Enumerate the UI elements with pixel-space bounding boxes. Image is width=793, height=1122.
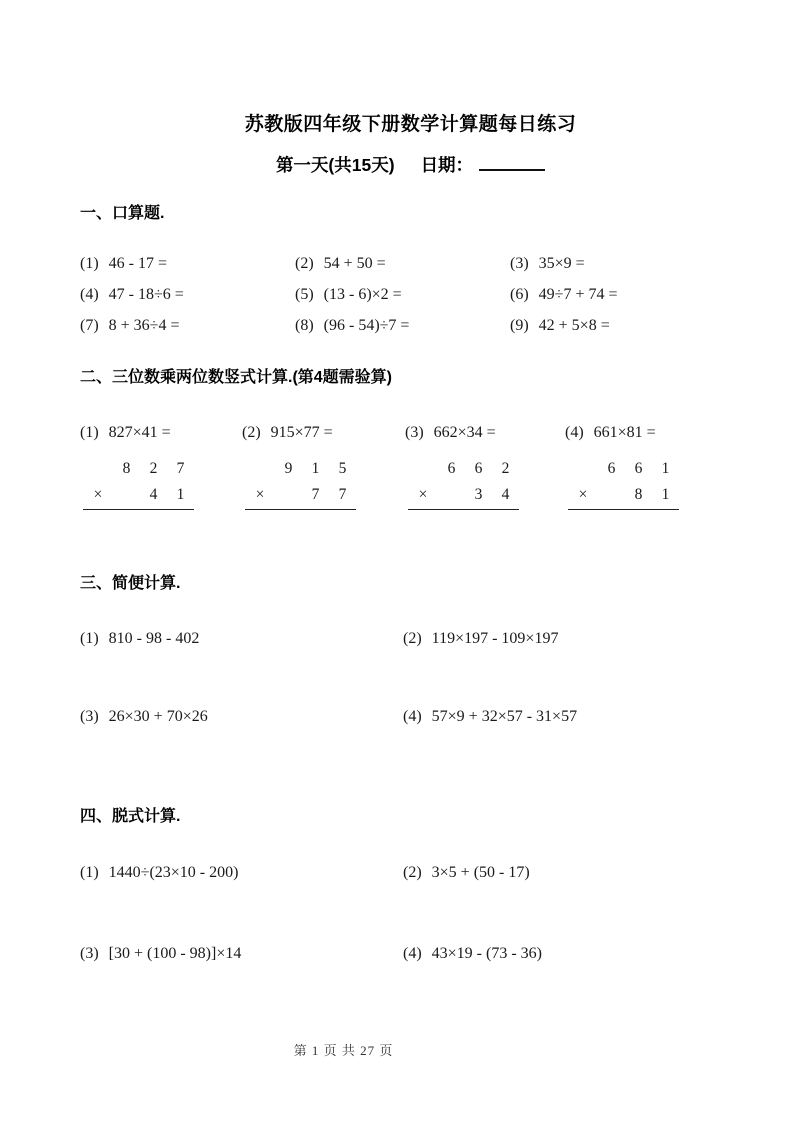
multiply-sign: × — [255, 486, 265, 503]
multiply-sign: × — [418, 486, 428, 503]
section-1-problems — [80, 255, 740, 348]
step-problem: (4) 43×19 - (73 - 36) — [403, 945, 542, 962]
oral-problem: (5) (13 - 6)×2 = — [295, 286, 402, 303]
step-problem: (3) [30 + (100 - 98)]×14 — [80, 945, 242, 962]
step-problem: (2) 3×5 + (50 - 17) — [403, 864, 530, 881]
section-4-heading: 四、脱式计算. — [80, 808, 181, 825]
page-title: 苏教版四年级下册数学计算题每日练习 — [244, 114, 577, 135]
date-label: 日期： — [420, 155, 474, 175]
simp-problem: (2) 119×197 - 109×197 — [403, 630, 559, 647]
oral-problem: (4) 47 - 18÷6 = — [80, 286, 184, 303]
oral-problem: (9) 42 + 5×8 = — [510, 317, 610, 334]
section-2-problems — [80, 424, 760, 442]
oral-problem: (3) 35×9 = — [510, 255, 585, 272]
oral-problem: (8) (96 - 54)÷7 = — [295, 317, 410, 334]
step-problem: (1) 1440÷(23×10 - 200) — [80, 864, 239, 881]
mult-problem: (2) 915×77 = — [242, 424, 333, 441]
mult-problem: (3) 662×34 = — [405, 424, 496, 441]
mult-problem: (1) 827×41 = — [80, 424, 171, 441]
section-3-heading: 三、简便计算. — [80, 575, 181, 592]
simp-problem: (4) 57×9 + 32×57 - 31×57 — [403, 708, 578, 725]
vertical-block-3: 6 6 2 × 3 4 — [408, 456, 519, 510]
vertical-multiplication-blocks — [80, 456, 760, 510]
page-subtitle — [14, 152, 793, 177]
section-2-heading: 二、三位数乘两位数竖式计算.(第4题需验算) — [80, 369, 393, 386]
oral-problem: (7) 8 + 36÷4 = — [80, 317, 180, 334]
day-counter: 第一天(共15天) — [275, 155, 395, 175]
mult-problem: (4) 661×81 = — [565, 424, 656, 441]
oral-problem: (2) 54 + 50 = — [295, 255, 386, 272]
section-1-heading: 一、口算题. — [80, 205, 165, 222]
vertical-block-4: 6 6 1 × 8 1 — [568, 456, 679, 510]
date-blank-line — [479, 167, 545, 171]
multiply-sign: × — [93, 486, 103, 503]
vertical-block-1: 8 2 7 × 4 1 — [83, 456, 194, 510]
section-3-problems — [80, 630, 760, 786]
page-number-footer: 第 1 页 共 27 页 — [293, 1043, 394, 1058]
oral-problem: (1) 46 - 17 = — [80, 255, 168, 272]
multiply-sign: × — [578, 486, 588, 503]
section-4-problems — [80, 864, 760, 1026]
vertical-block-2: 9 1 5 × 7 7 — [245, 456, 356, 510]
simp-problem: (3) 26×30 + 70×26 — [80, 708, 208, 725]
simp-problem: (1) 810 - 98 - 402 — [80, 630, 200, 647]
oral-problem: (6) 49÷7 + 74 = — [510, 286, 618, 303]
